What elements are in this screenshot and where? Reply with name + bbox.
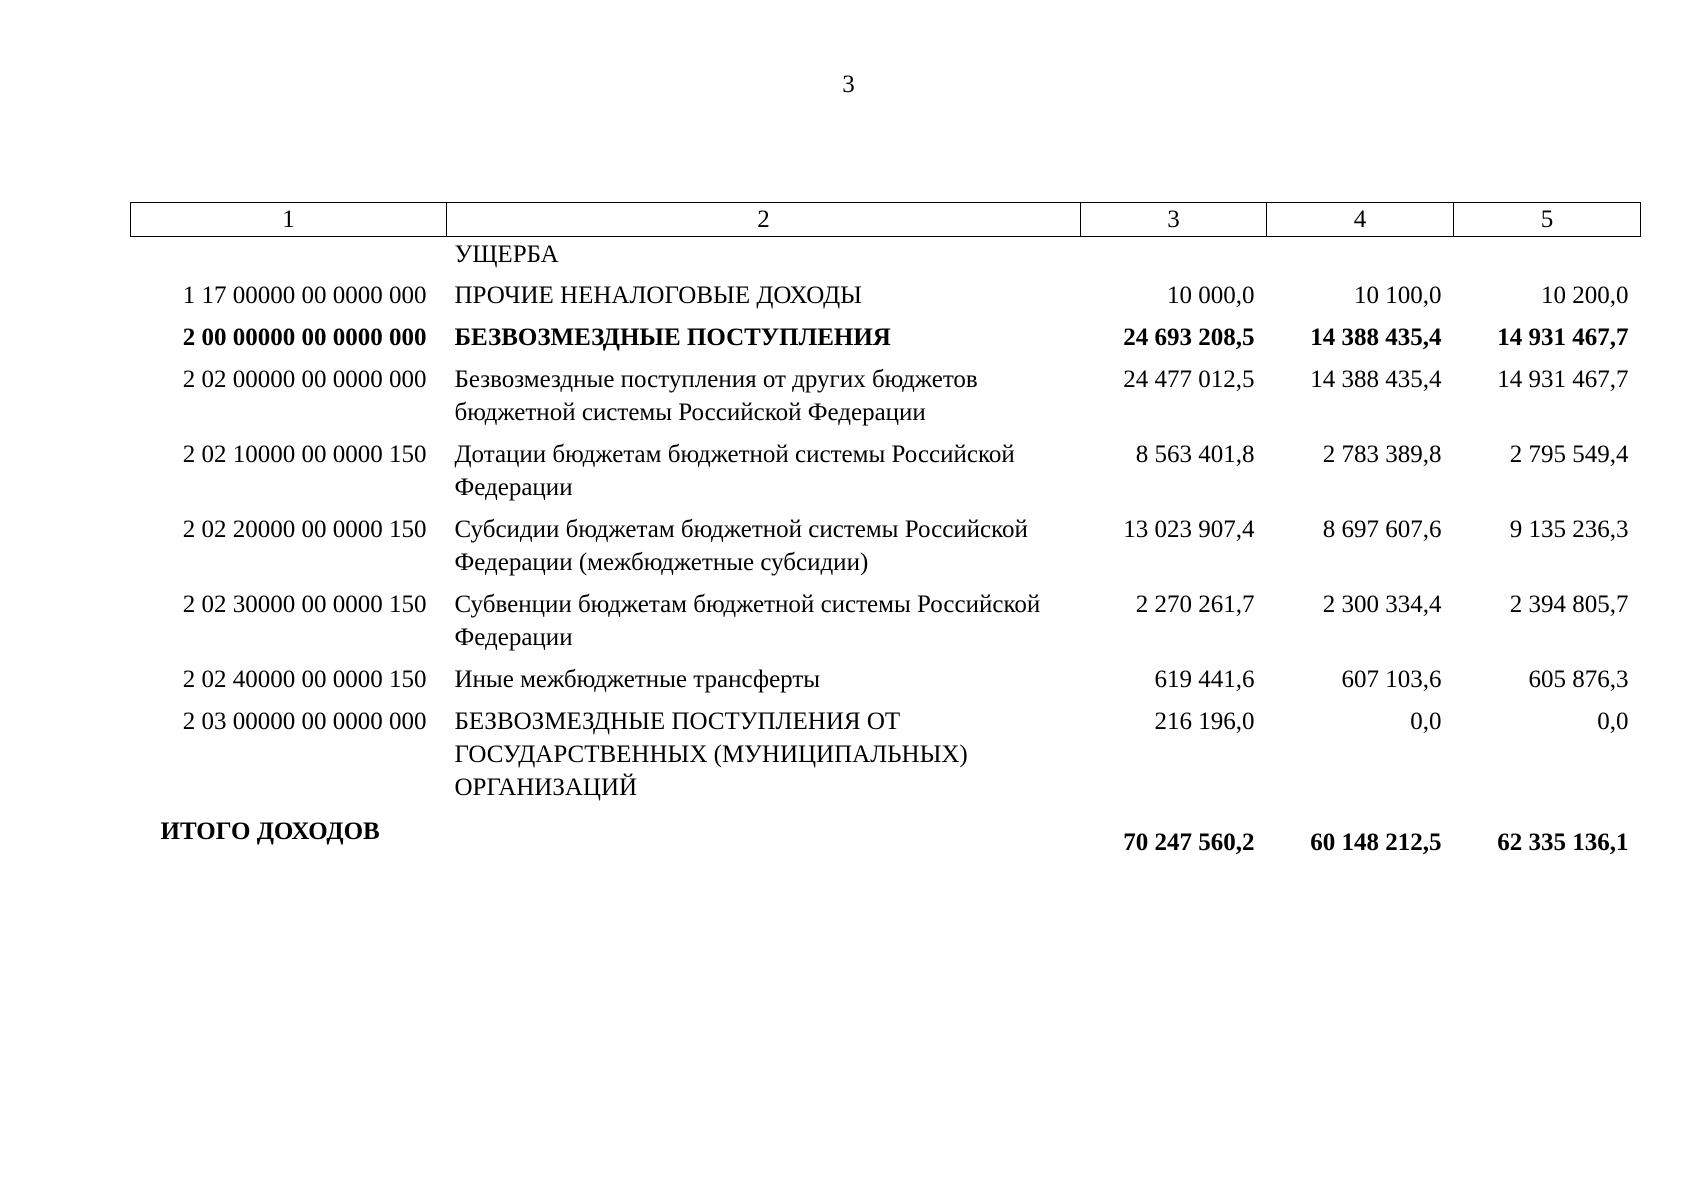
- row-code: 1 17 00000 00 0000 000: [182, 282, 427, 309]
- row-value-col3: 2 270 261,7: [1135, 591, 1255, 618]
- row-value-col3: 24 477 012,5: [1123, 366, 1255, 393]
- row-value-col3: 10 000,0: [1167, 282, 1255, 309]
- row-name: Безвозмездные поступления от других бюджетов бюджетной системы Российской Федерации: [454, 366, 978, 426]
- row-code: [131, 237, 447, 280]
- column-header-1: 1: [131, 203, 447, 237]
- row-value-col4: 14 388 435,4: [1310, 366, 1442, 393]
- row-name: БЕЗВОЗМЕЗДНЫЕ ПОСТУПЛЕНИЯ: [454, 324, 891, 351]
- row-name: Дотации бюджетам бюджетной системы Российской Федерации: [454, 441, 1015, 501]
- row-value-col5: 9 135 236,3: [1509, 516, 1629, 543]
- table-row: [131, 705, 1641, 813]
- column-header-5: 5: [1454, 203, 1641, 237]
- row-value-col4: [1267, 237, 1454, 280]
- row-code: 2 03 00000 00 0000 000: [182, 708, 427, 735]
- row-value-col4: 2 300 334,4: [1322, 591, 1442, 618]
- table-row: [131, 438, 1641, 513]
- table-row: [131, 363, 1641, 438]
- page-number: 3: [842, 71, 855, 98]
- row-code: 2 02 00000 00 0000 000: [182, 366, 427, 393]
- column-header-3: 3: [1081, 203, 1267, 237]
- row-value-col5: 10 200,0: [1541, 282, 1629, 309]
- row-value-col5: 14 931 467,7: [1497, 324, 1629, 351]
- row-value-col4: 2 783 389,8: [1322, 441, 1442, 468]
- row-value-col4: 8 697 607,6: [1322, 516, 1442, 543]
- row-name: БЕЗВОЗМЕЗДНЫЕ ПОСТУПЛЕНИЯ ОТ ГОСУДАРСТВЕННЫХ (МУНИЦИПАЛЬНЫХ) ОРГАНИЗАЦИЙ: [454, 708, 968, 801]
- row-code: 2 02 40000 00 0000 150: [182, 666, 427, 693]
- table-row: [131, 588, 1641, 663]
- row-code: 2 02 10000 00 0000 150: [182, 441, 427, 468]
- row-value-col3: 619 441,6: [1154, 666, 1255, 693]
- row-value-col3: 13 023 907,4: [1123, 516, 1255, 543]
- total-row: [131, 813, 1641, 868]
- row-name: ПРОЧИЕ НЕНАЛОГОВЫЕ ДОХОДЫ: [454, 282, 862, 309]
- row-value-col4: 10 100,0: [1354, 282, 1442, 309]
- row-name: Субсидии бюджетам бюджетной системы Российской Федерации (межбюджетные субсидии): [454, 516, 1028, 576]
- table-row: [131, 663, 1641, 705]
- row-value-col3: 24 693 208,5: [1123, 324, 1255, 351]
- total-value-col5: 62 335 136,1: [1497, 829, 1629, 856]
- row-code: 2 02 20000 00 0000 150: [182, 516, 427, 543]
- revenue-table: [130, 202, 1641, 868]
- row-code: 2 02 30000 00 0000 150: [182, 591, 427, 618]
- header-row: [131, 203, 1641, 237]
- table-row: [131, 321, 1641, 363]
- row-name: Субвенции бюджетам бюджетной системы Российской Федерации: [454, 591, 1041, 651]
- row-value-col3: 8 563 401,8: [1135, 441, 1255, 468]
- table-body: [131, 237, 1641, 869]
- row-value-col3: 216 196,0: [1154, 708, 1255, 735]
- table-row: [131, 513, 1641, 588]
- total-value-col4: 60 148 212,5: [1310, 829, 1442, 856]
- total-label: ИТОГО ДОХОДОВ: [160, 818, 380, 845]
- row-value-col5: [1454, 237, 1641, 280]
- table-row: [131, 237, 1641, 280]
- row-value-col5: 605 876,3: [1528, 666, 1629, 693]
- row-value-col5: 2 795 549,4: [1509, 441, 1629, 468]
- row-name: УЩЕРБА: [454, 241, 559, 268]
- column-header-2: 2: [447, 203, 1081, 237]
- total-value-col3: 70 247 560,2: [1123, 829, 1255, 856]
- row-value-col5: 2 394 805,7: [1509, 591, 1629, 618]
- row-value-col5: 0,0: [1597, 708, 1629, 735]
- table-row: [131, 279, 1641, 321]
- row-code: 2 00 00000 00 0000 000: [182, 324, 427, 351]
- row-value-col4: 14 388 435,4: [1310, 324, 1442, 351]
- row-name: Иные межбюджетные трансферты: [454, 666, 821, 693]
- row-value-col4: 0,0: [1410, 708, 1442, 735]
- row-value-col5: 14 931 467,7: [1497, 366, 1629, 393]
- row-value-col3: [1081, 237, 1267, 280]
- table-header: [131, 203, 1641, 237]
- column-header-4: 4: [1267, 203, 1454, 237]
- row-value-col4: 607 103,6: [1341, 666, 1442, 693]
